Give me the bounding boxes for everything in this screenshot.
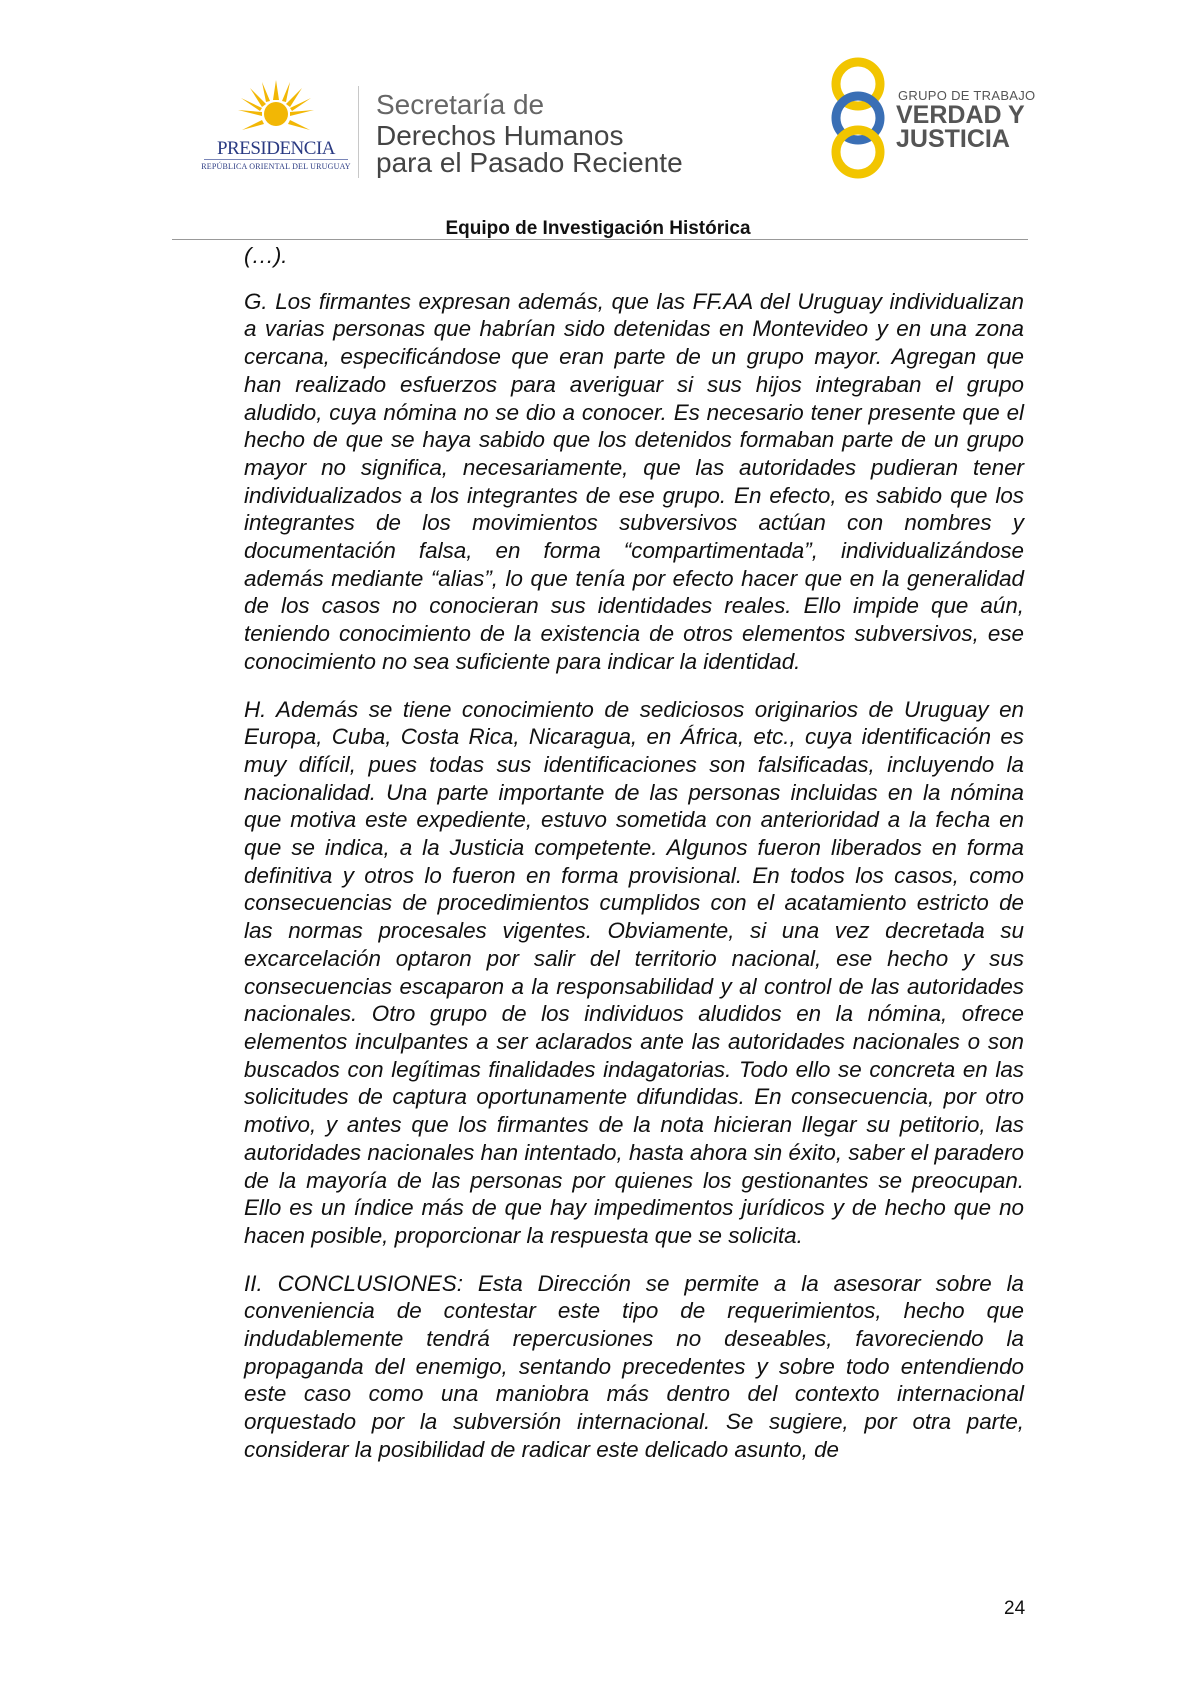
page-number: 24 [1004,1598,1026,1619]
secretaria-line-3: para el Pasado Reciente [376,147,683,178]
paragraph-conclusiones: II. CONCLUSIONES: Esta Dirección se permite a la asesorar sobre la conveniencia de contestar este tipo de requerimientos, hecho que indudablemente tendrá repercusiones no deseables, favoreciendo la propaganda del enemigo, sentando precedentes y sobre todo entendiendo este caso como una maniobra más dentro del contexto internacional orquestado por la subversión internacional. Se sugiere, por otra parte, considerar la posibilidad de radicar este delicado asunto, de [244,1270,1024,1462]
document-body [244,242,1024,1484]
paragraph-ellipsis: (…). [244,243,288,268]
presidencia-subtitle: REPÚBLICA ORIENTAL DEL URUGUAY [201,162,351,171]
paragraph-h: H. Además se tiene conocimiento de sediciosos originarios de Uruguay en Europa, Cuba, Costa Rica, Nicaragua, en África, etc., cuya identificación es muy difícil, pues todas sus identificaciones son falsificadas, incluyendo la nacionalidad. Una parte importante de las personas incluidas en la nómina que motiva este expediente, estuvo sometida con anterioridad a la fecha en que se indica, a la Justicia competente. Algunos fueron liberados en forma definitiva y otros lo fueron en forma provisional. En todos los casos, como consecuencias de procedimientos cumplidos con el acatamiento estricto de las normas procesales vigentes. Obviamente, si una vez decretada su excarcelación optaron por salir del territorio nacional, ese hecho y sus consecuencias escaparon a la responsabilidad y al control de las autoridades nacionales. Otro grupo de los individuos aludidos en la nómina, ofrece elementos inculpantes a ser aclarados ante las autoridades nacionales o son buscados con legítimas finalidades indagatorias. Todo ello se concreta en las solicitudes de captura oportunamente difundidas. En consecuencia, por otro motivo, y antes que los firmantes de la nota hicieran llegar su petitorio, las autoridades nacionales han intentado, hasta ahora sin éxito, saber el paradero de la mayoría de las personas por quienes los gestionantes se preocupan. Ello es un índice más de que hay impedimentos jurídicos y de hecho que no hacen posible, proporcionar la respuesta que se solicita. [244,696,1024,1248]
justicia-label: JUSTICIA [896,125,1010,153]
secretaria-line-1: Secretaría de [376,89,545,120]
team-title: Equipo de Investigación Histórica [445,218,751,239]
secretaria-line-2: Derechos Humanos [376,120,624,151]
sun-icon [238,80,314,138]
logo-divider [358,86,359,178]
verdad-label: VERDAD Y [896,101,1025,129]
grupo-label: GRUPO DE TRABAJO [898,88,1036,103]
presidencia-logo [196,80,356,180]
presidencia-name: PRESIDENCIA [216,138,335,159]
header-rule [172,239,1028,240]
paragraph-g: G. Los firmantes expresan además, que las FF.AA del Uruguay individualizan a varias personas que habrían sido detenidas en Montevideo y en una zona cercana, especificándose que eran parte de un grupo mayor. Agregan que han realizado esfuerzos para averiguar si sus hijos integraban el grupo aludido, cuya nómina no se dio a conocer. Es necesario tener presente que el hecho de que se haya sabido que los detenidos formaban parte de un grupo mayor no significa, necesariamente, que las autoridades pudieran tener individualizados a los integrantes de ese grupo. En efecto, es sabido que los integrantes de los movimientos subversivos actúan con nombres y documentación falsa, en forma “compartimentada”, individualizándose además mediante “alias”, lo que tenía por efecto hacer que en la generalidad de los casos no conocieran sus identidades reales. Ello impide que aún, teniendo conocimiento de la existencia de otros elementos subversivos, ese conocimiento no sea suficiente para indicar la identidad. [244,288,1024,674]
